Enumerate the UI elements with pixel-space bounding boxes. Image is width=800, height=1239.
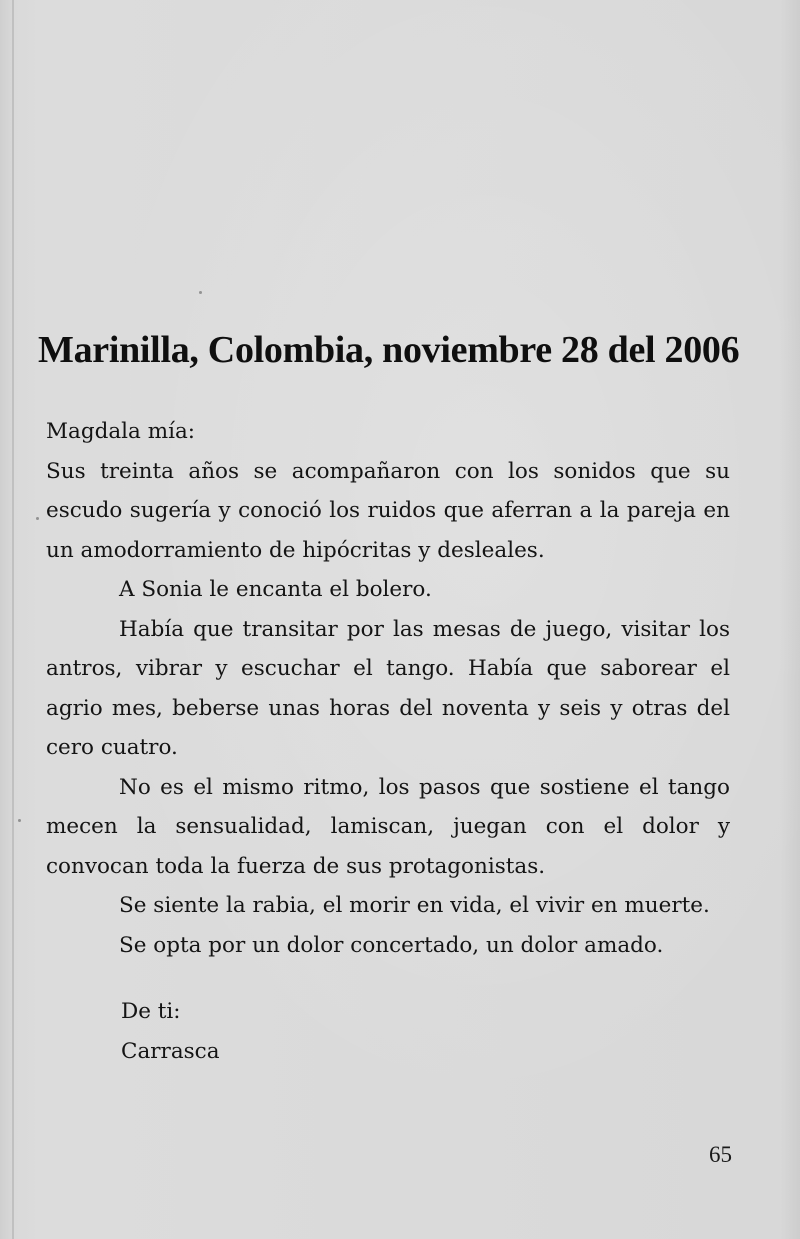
paragraph-3: Había que transitar por las mesas de juego, visitar los antros, vibrar y escuchar el tango. Había que saborear el agrio mes, beberse unas horas del noventa y seis y otras del cero cuatro. (46, 616, 730, 760)
paragraph-1: Sus treinta años se acompañaron con los sonidos que su escudo sugería y conoció los ruidos que aferran a la pareja en un amodorramiento de hipócritas y desleales. (46, 458, 730, 563)
signature-name: Carrasca (121, 1039, 220, 1064)
paper-speck (18, 819, 21, 822)
closing-line: De ti: (121, 999, 181, 1024)
letter-heading: Marinilla, Colombia, noviembre 28 del 2006 (38, 329, 740, 371)
paragraph-6: Se opta por un dolor concertado, un dolor amado. (119, 932, 664, 958)
paper-speck (199, 291, 202, 294)
paragraph-2: A Sonia le encanta el bolero. (119, 577, 432, 602)
paragraph-4: No es el mismo ritmo, los pasos que sostiene el tango mecen la sensualidad, lamiscan, juegan con el dolor y convocan toda la fuerza de sus protagonistas. (46, 774, 730, 879)
page-spine-shadow (12, 0, 14, 1239)
paper-speck (36, 517, 39, 520)
letter-salutation: Magdala mía: (46, 419, 196, 444)
page-number: 65 (709, 1142, 732, 1167)
paragraph-5: Se siente la rabia, el morir en vida, el vivir en muerte. (119, 893, 710, 918)
letter-closing (121, 992, 220, 1072)
letter-body (46, 412, 730, 965)
